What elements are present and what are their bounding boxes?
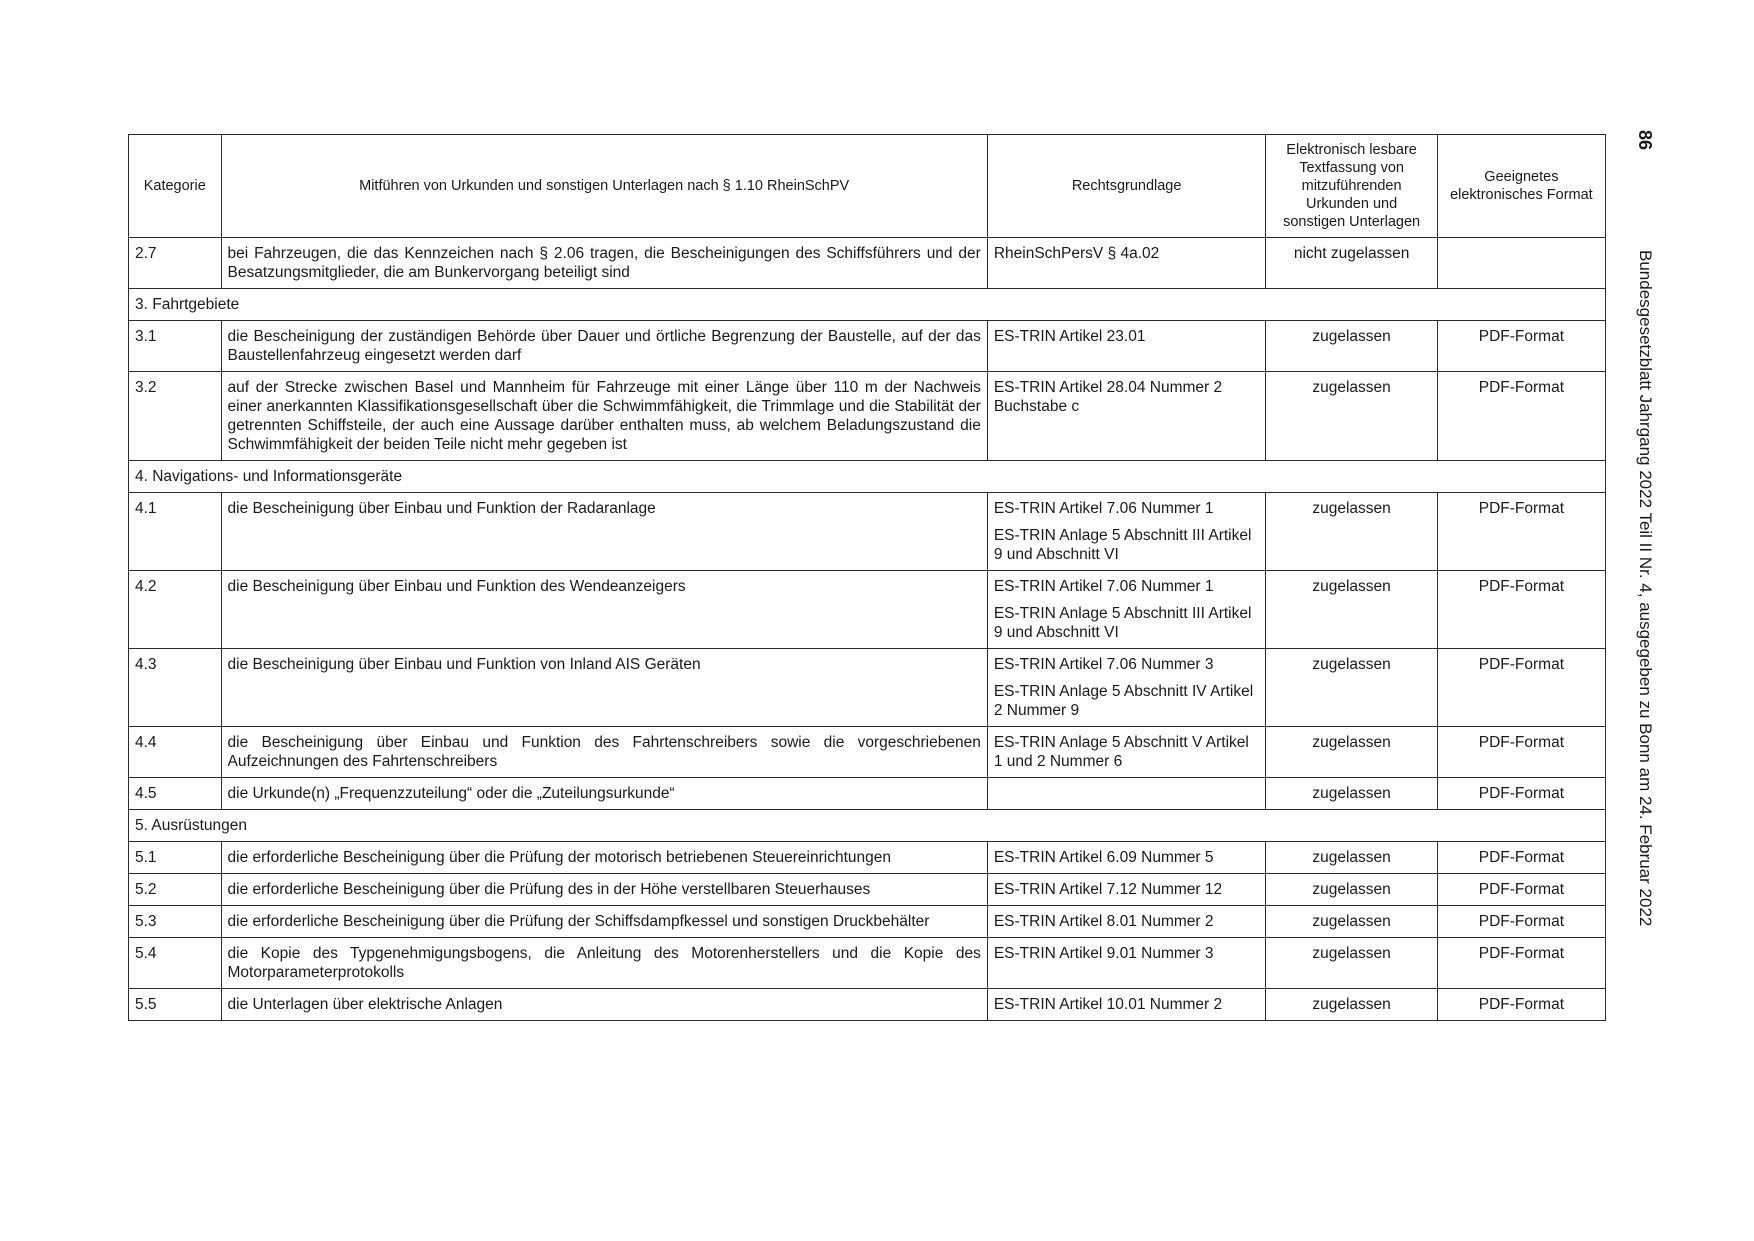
cell-rechtsgrundlage (987, 989, 1266, 1021)
cell-elektronisch: zugelassen (1266, 372, 1437, 461)
cell-description: die Bescheinigung der zuständigen Behörde über Dauer und örtliche Begrenzung der Baustelle, auf der das Baustellenfahrzeug eingesetzt werden darf (221, 321, 987, 372)
cell-rechtsgrundlage (987, 727, 1266, 778)
cell-format: PDF-Format (1437, 842, 1605, 874)
cell-format: PDF-Format (1437, 906, 1605, 938)
table-row (129, 727, 1606, 778)
cell-kategorie: 4.2 (129, 571, 222, 649)
section-row (129, 461, 1606, 493)
cell-description: die Urkunde(n) „Frequenzzuteilung“ oder die „Zuteilungsurkunde“ (221, 778, 987, 810)
rechtsgrundlage-entry: ES-TRIN Artikel 8.01 Nummer 2 (993, 913, 1214, 930)
rechtsgrundlage-entry: ES-TRIN Artikel 7.06 Nummer 3 (993, 656, 1214, 673)
cell-elektronisch: zugelassen (1266, 778, 1437, 810)
cell-format: PDF-Format (1437, 571, 1605, 649)
cell-elektronisch: zugelassen (1266, 842, 1437, 874)
cell-format: PDF-Format (1437, 493, 1605, 571)
cell-elektronisch: zugelassen (1266, 321, 1437, 372)
section-row (129, 289, 1606, 321)
table-row (129, 778, 1606, 810)
cell-format: PDF-Format (1437, 649, 1605, 727)
rechtsgrundlage-entry: ES-TRIN Anlage 5 Abschnitt IV Artikel 2 Nummer 9 (993, 683, 1254, 719)
cell-kategorie: 5.1 (129, 842, 222, 874)
cell-rechtsgrundlage (987, 372, 1266, 461)
table-row (129, 842, 1606, 874)
cell-rechtsgrundlage (987, 493, 1266, 571)
cell-description: bei Fahrzeugen, die das Kennzeichen nach § 2.06 tragen, die Bescheinigungen des Schiffsführers und der Besatzungsmitglieder, die am Bunkervorgang beteiligt sind (221, 238, 987, 289)
cell-kategorie: 5.5 (129, 989, 222, 1021)
cell-description: die erforderliche Bescheinigung über die Prüfung der motorisch betriebenen Steuereinrichtungen (221, 842, 987, 874)
cell-description: auf der Strecke zwischen Basel und Mannheim für Fahrzeuge mit einer Länge über 110 m der Nachweis einer anerkannten Klassifikationsgesellschaft über die Schwimmfähigkeit, die Trimmlage und die Stabilität der getrennten Schiffsteile, der auch eine Aussage darüber enthalten muss, ab welchem Beladungszustand die Schwimmfähigkeit der beiden Teile nicht mehr gegeben ist (221, 372, 987, 461)
cell-kategorie: 5.2 (129, 874, 222, 906)
table-row (129, 571, 1606, 649)
cell-elektronisch: zugelassen (1266, 493, 1437, 571)
cell-format: PDF-Format (1437, 778, 1605, 810)
cell-elektronisch: zugelassen (1266, 571, 1437, 649)
cell-kategorie: 5.4 (129, 938, 222, 989)
cell-kategorie: 4.5 (129, 778, 222, 810)
cell-description: die erforderliche Bescheinigung über die Prüfung des in der Höhe verstellbaren Steuerhauses (221, 874, 987, 906)
header-description: Mitführen von Urkunden und sonstigen Unterlagen nach § 1.10 RheinSchPV (221, 135, 987, 238)
document-table (128, 134, 1606, 1021)
rechtsgrundlage-entry: ES-TRIN Anlage 5 Abschnitt III Artikel 9 und Abschnitt VI (993, 605, 1252, 641)
cell-format: PDF-Format (1437, 874, 1605, 906)
cell-format: PDF-Format (1437, 321, 1605, 372)
cell-kategorie: 4.3 (129, 649, 222, 727)
cell-kategorie: 4.1 (129, 493, 222, 571)
header-rechtsgrundlage: Rechtsgrundlage (987, 135, 1266, 238)
rechtsgrundlage-entry: ES-TRIN Artikel 7.06 Nummer 1 (993, 500, 1214, 517)
section-heading: 4. Navigations- und Informationsgeräte (129, 461, 1606, 493)
rechtsgrundlage-entry: ES-TRIN Artikel 6.09 Nummer 5 (993, 849, 1214, 866)
cell-elektronisch: zugelassen (1266, 874, 1437, 906)
cell-description: die Bescheinigung über Einbau und Funktion des Fahrtenschreibers sowie die vorgeschriebenen Aufzeichnungen des Fahrtenschreibers (221, 727, 987, 778)
cell-rechtsgrundlage (987, 842, 1266, 874)
cell-rechtsgrundlage (987, 906, 1266, 938)
cell-elektronisch: zugelassen (1266, 649, 1437, 727)
table-row (129, 906, 1606, 938)
cell-description: die Bescheinigung über Einbau und Funktion von Inland AIS Geräten (221, 649, 987, 727)
cell-elektronisch: zugelassen (1266, 938, 1437, 989)
table-body (129, 238, 1606, 1021)
cell-kategorie: 4.4 (129, 727, 222, 778)
cell-format: PDF-Format (1437, 372, 1605, 461)
table-row (129, 649, 1606, 727)
cell-elektronisch: zugelassen (1266, 989, 1437, 1021)
cell-kategorie: 5.3 (129, 906, 222, 938)
table-row (129, 874, 1606, 906)
cell-description: die Bescheinigung über Einbau und Funktion der Radaranlage (221, 493, 987, 571)
rechtsgrundlage-entry: ES-TRIN Artikel 7.06 Nummer 1 (993, 578, 1214, 595)
section-heading: 3. Fahrtgebiete (129, 289, 1606, 321)
header-elektronisch: Elektronisch lesbare Textfassung von mitzuführenden Urkunden und sonstigen Unterlagen (1266, 135, 1437, 238)
cell-rechtsgrundlage (987, 874, 1266, 906)
rechtsgrundlage-entry: ES-TRIN Artikel 10.01 Nummer 2 (993, 996, 1223, 1013)
header-format: Geeignetes elektronisches Format (1437, 135, 1605, 238)
cell-elektronisch: zugelassen (1266, 727, 1437, 778)
cell-kategorie: 3.2 (129, 372, 222, 461)
cell-description: die Unterlagen über elektrische Anlagen (221, 989, 987, 1021)
cell-rechtsgrundlage (987, 238, 1266, 289)
cell-format: PDF-Format (1437, 938, 1605, 989)
table-row (129, 938, 1606, 989)
cell-elektronisch: nicht zugelassen (1266, 238, 1437, 289)
cell-kategorie: 3.1 (129, 321, 222, 372)
cell-format (1437, 238, 1605, 289)
cell-rechtsgrundlage (987, 649, 1266, 727)
cell-rechtsgrundlage (987, 571, 1266, 649)
cell-format: PDF-Format (1437, 727, 1605, 778)
cell-rechtsgrundlage (987, 938, 1266, 989)
cell-format: PDF-Format (1437, 989, 1605, 1021)
rechtsgrundlage-entry: ES-TRIN Artikel 7.12 Nummer 12 (993, 881, 1223, 898)
cell-rechtsgrundlage (987, 778, 1266, 810)
cell-description: die erforderliche Bescheinigung über die Prüfung der Schiffsdampfkessel und sonstigen Druckbehälter (221, 906, 987, 938)
cell-rechtsgrundlage (987, 321, 1266, 372)
cell-description: die Kopie des Typgenehmigungsbogens, die Anleitung des Motorenherstellers und die Kopie des Motorparameterprotokolls (221, 938, 987, 989)
rechtsgrundlage-entry: ES-TRIN Anlage 5 Abschnitt V Artikel 1 und 2 Nummer 6 (993, 734, 1249, 770)
cell-kategorie: 2.7 (129, 238, 222, 289)
table-row (129, 493, 1606, 571)
section-row (129, 810, 1606, 842)
table-row (129, 321, 1606, 372)
table-row (129, 372, 1606, 461)
rechtsgrundlage-entry: ES-TRIN Artikel 28.04 Nummer 2 Buchstabe c (993, 379, 1223, 415)
section-heading: 5. Ausrüstungen (129, 810, 1606, 842)
rechtsgrundlage-entry: ES-TRIN Artikel 23.01 (993, 328, 1146, 345)
header-kategorie: Kategorie (129, 135, 222, 238)
table-row (129, 238, 1606, 289)
table-header-row (129, 135, 1606, 238)
running-header: Bundesgesetzblatt Jahrgang 2022 Teil II Nr. 4, ausgegeben zu Bonn am 24. Februar 2022 (1636, 250, 1655, 927)
cell-description: die Bescheinigung über Einbau und Funktion des Wendeanzeigers (221, 571, 987, 649)
rechtsgrundlage-entry: ES-TRIN Artikel 9.01 Nummer 3 (993, 945, 1214, 962)
rechtsgrundlage-entry: ES-TRIN Anlage 5 Abschnitt III Artikel 9 und Abschnitt VI (993, 527, 1252, 563)
page-number: 86 (1635, 130, 1655, 151)
cell-elektronisch: zugelassen (1266, 906, 1437, 938)
table-row (129, 989, 1606, 1021)
rechtsgrundlage-entry: RheinSchPersV § 4a.02 (993, 245, 1160, 262)
